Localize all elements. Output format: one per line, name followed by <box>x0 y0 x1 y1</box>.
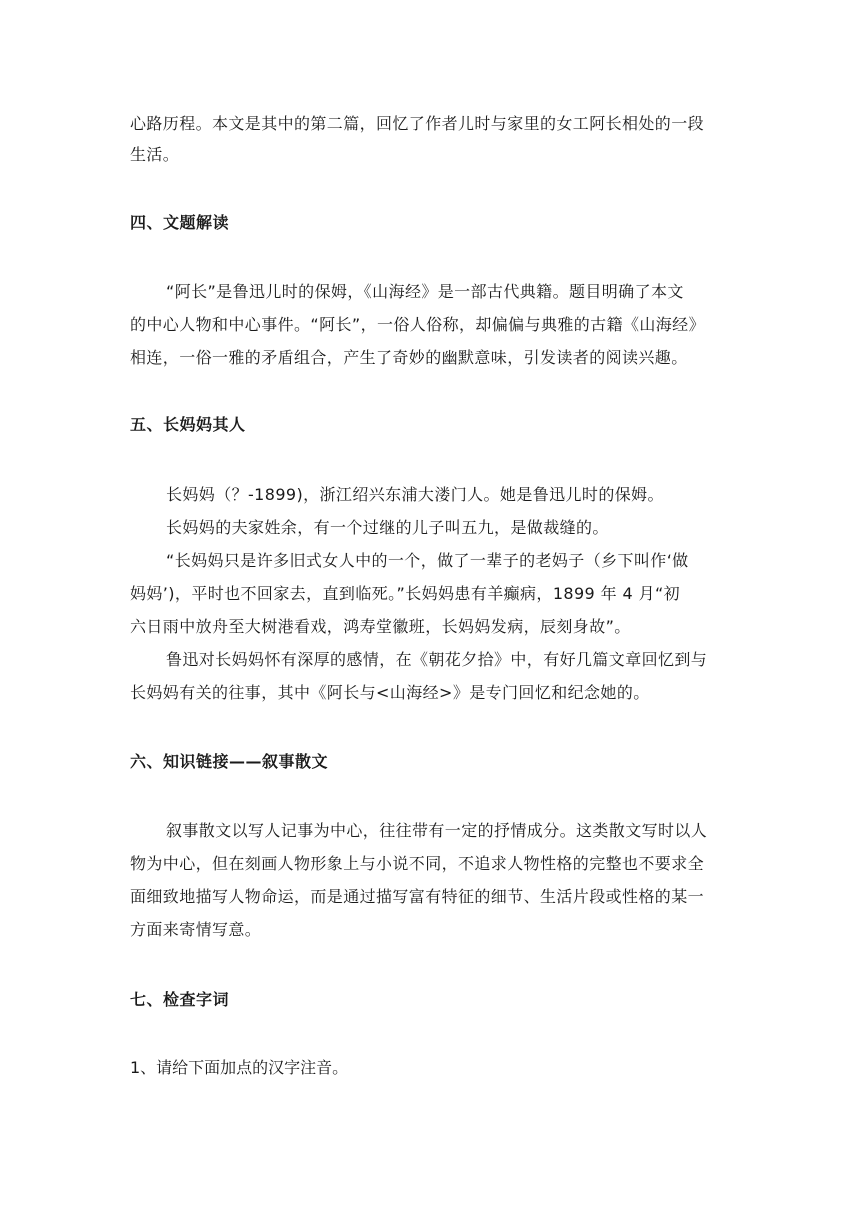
paragraph-line: 长妈妈（？-1899)，浙江绍兴东浦大溇门人。她是鲁迅儿时的保姆。 <box>166 485 664 504</box>
paragraph-line: 物为中心，但在刻画人物形象上与小说不同，不追求人物性格的完整也不要求全 <box>130 854 705 873</box>
paragraph-line: 方面来寄情写意。 <box>130 920 262 939</box>
intro-line-1: 心路历程。本文是其中的第二篇，回忆了作者儿时与家里的女工阿长相处的一段 <box>130 114 705 133</box>
paragraph-line: 的中心人物和中心事件。“阿长”，一俗人俗称，却偏偏与典雅的古籍《山海经》 <box>130 315 705 334</box>
paragraph-line: 长妈妈的夫家姓余，有一个过继的儿子叫五九，是做裁缝的。 <box>166 518 609 537</box>
intro-line-2: 生活。 <box>130 145 180 164</box>
paragraph-line: 妈妈’)，平时也不回家去，直到临死。”长妈妈患有羊癫病，1899 年 4 月“初 <box>130 584 681 603</box>
paragraph-line: 鲁迅对长妈妈怀有深厚的感情，在《朝花夕拾》中，有好几篇文章回忆到与 <box>166 650 708 669</box>
paragraph-line: “阿长”是鲁迅儿时的保姆，《山海经》是一部古代典籍。题目明确了本文 <box>166 282 684 301</box>
paragraph-line: “长妈妈只是许多旧式女人中的一个，做了一辈子的老妈子（乡下叫作‘做 <box>166 551 689 570</box>
section-heading-changmama: 五、长妈妈其人 <box>130 415 246 434</box>
section-heading-knowledge-link: 六、知识链接——叙事散文 <box>130 752 329 771</box>
paragraph-line: 叙事散文以写人记事为中心，往往带有一定的抒情成分。这类散文写时以人 <box>166 821 708 840</box>
paragraph-line: 相连，一俗一雅的矛盾组合，产生了奇妙的幽默意味，引发读者的阅读兴趣。 <box>130 348 688 367</box>
paragraph-line: 长妈妈有关的往事，其中《阿长与<山海经>》是专门回忆和纪念她的。 <box>130 683 650 702</box>
section-heading-title-interpretation: 四、文题解读 <box>130 213 230 232</box>
paragraph-line: 六日雨中放舟至大树港看戏，鸿寿堂徽班，长妈妈发病，辰刻身故”。 <box>130 617 631 636</box>
section-heading-check-words: 七、检查字词 <box>130 990 230 1009</box>
paragraph-line: 面细致地描写人物命运，而是通过描写富有特征的细节、生活片段或性格的某一 <box>130 887 705 906</box>
exercise-item-1: 1、请给下面加点的汉字注音。 <box>130 1058 349 1077</box>
